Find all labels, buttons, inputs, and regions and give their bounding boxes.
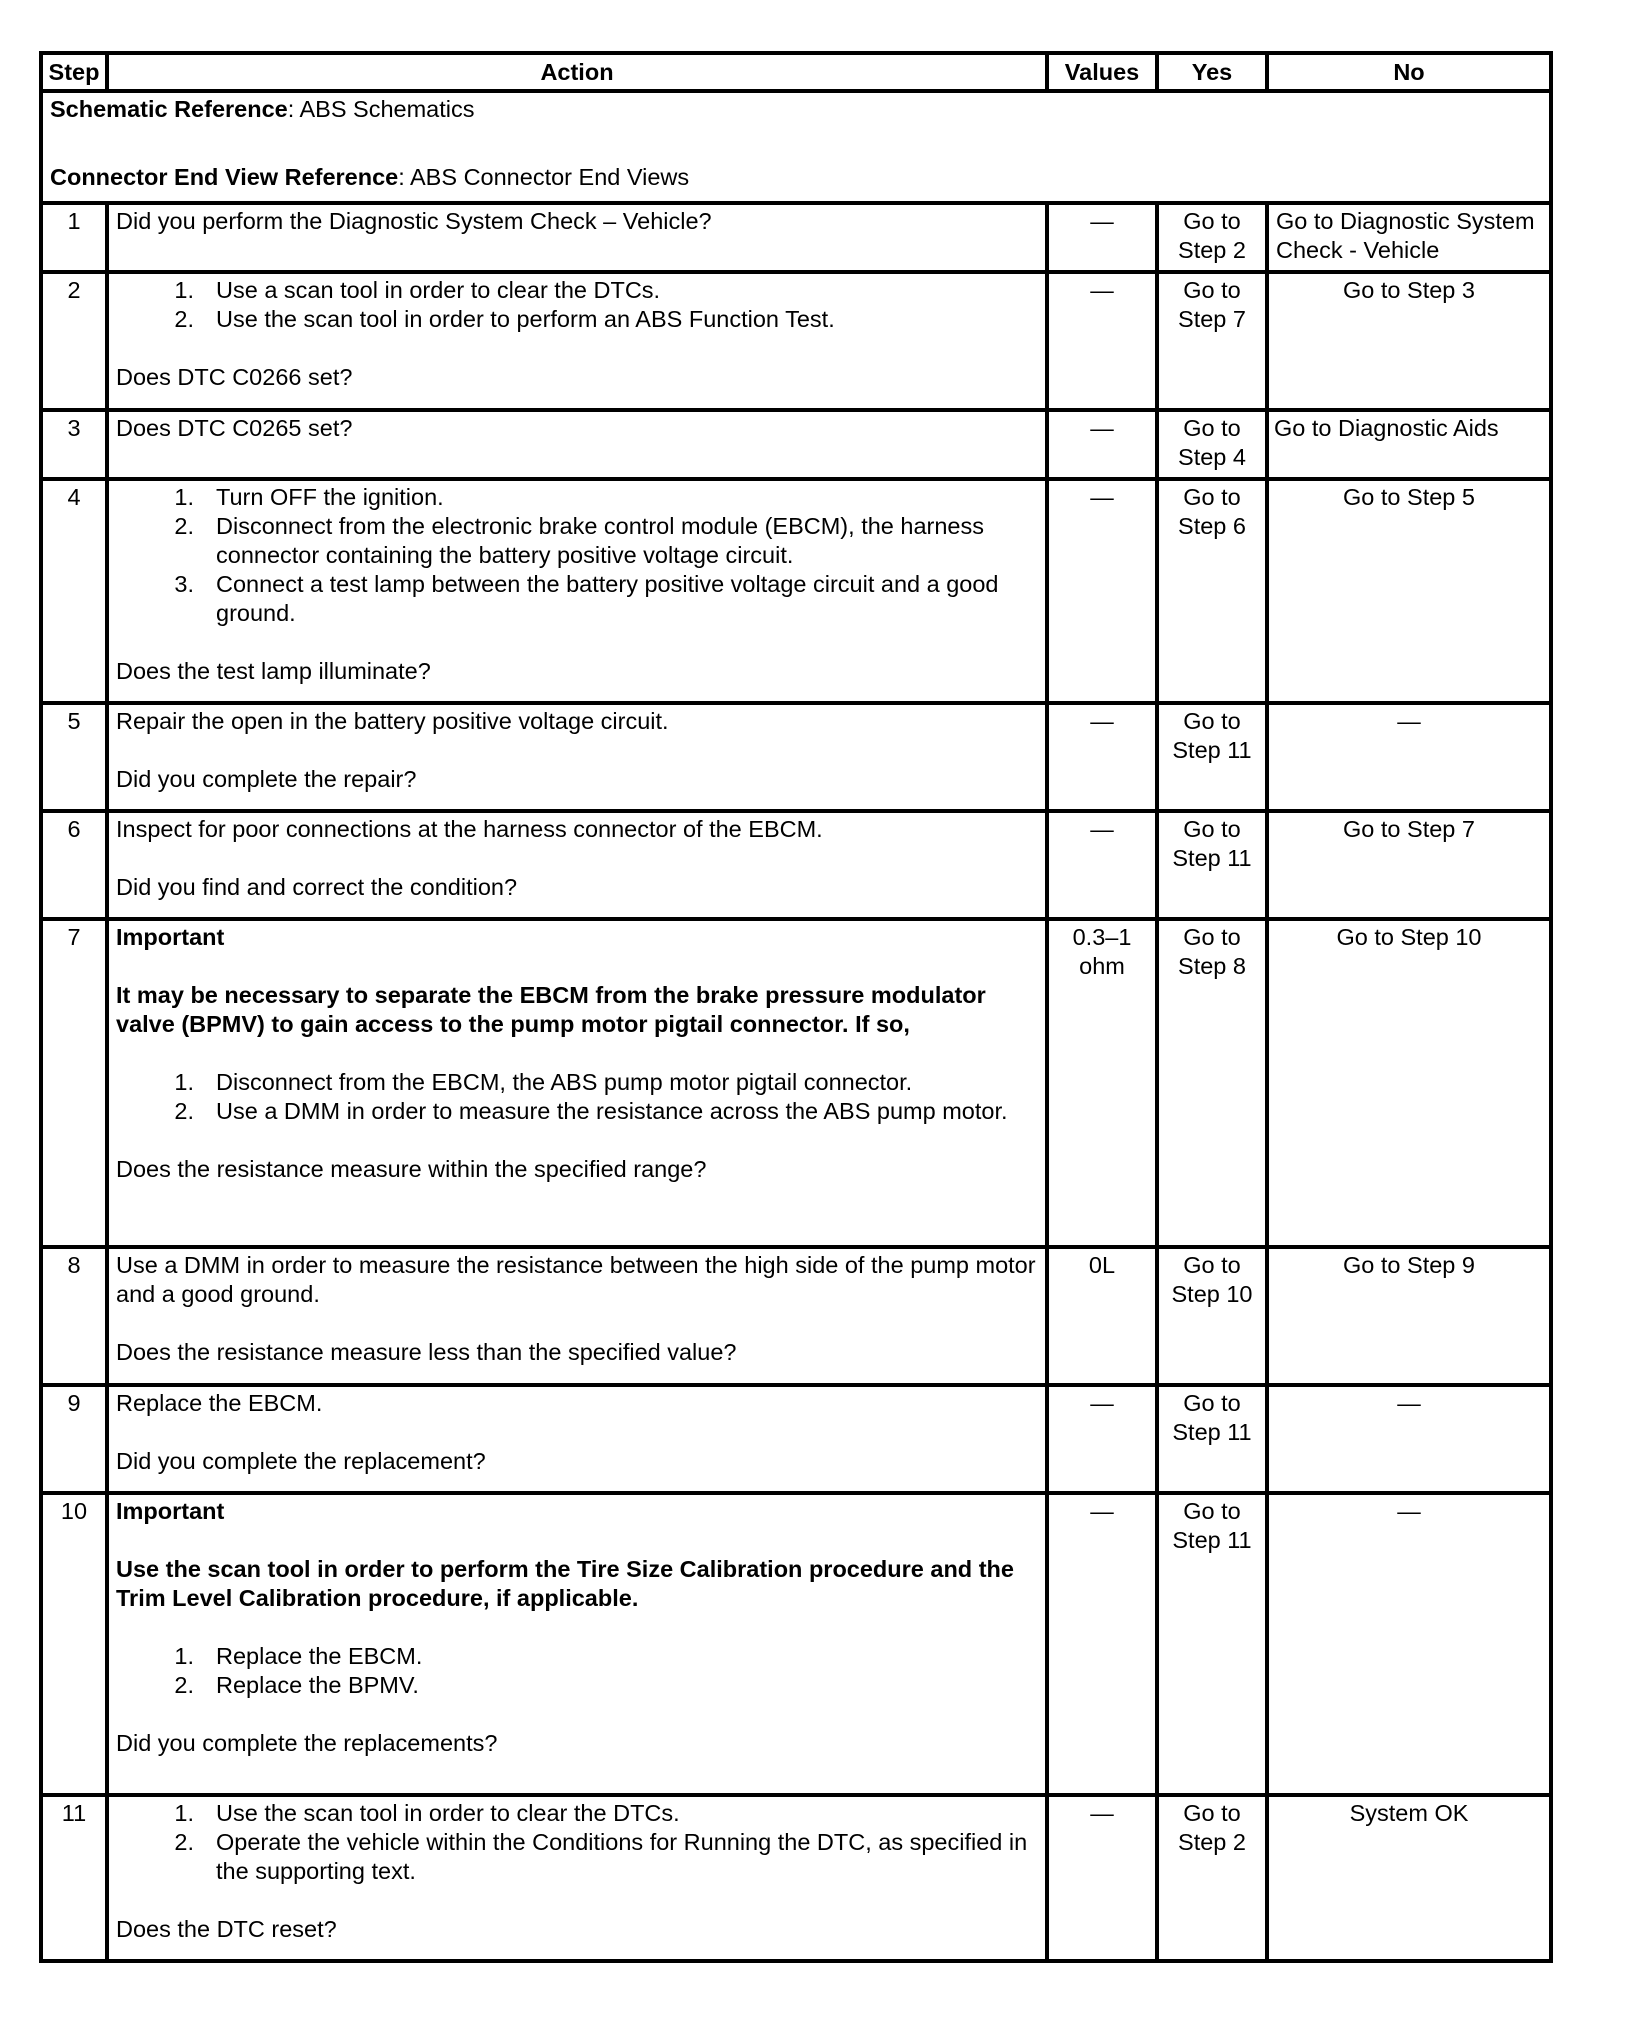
no-cell: System OK [1267, 1795, 1551, 1961]
table-row [41, 1795, 1551, 1961]
reference-row [41, 91, 1551, 203]
list-item-text: Use a DMM in order to measure the resistance across the ABS pump motor. [216, 1098, 1008, 1124]
list-item-text: Replace the EBCM. [216, 1643, 423, 1669]
list-item: 3. Connect a test lamp between the battery positive voltage circuit and a good ground. [174, 571, 999, 626]
action-question: Did you perform the Diagnostic System Check – Vehicle? [116, 208, 712, 234]
values-cell: — [1047, 1795, 1157, 1961]
step-number: 11 [41, 1795, 107, 1961]
header-row [41, 53, 1551, 91]
values-cell: — [1047, 703, 1157, 811]
yes-cell: Go to Step 7 [1157, 272, 1267, 410]
list-item: 1. Turn OFF the ignition. [174, 484, 444, 510]
yes-cell: Go to Step 10 [1157, 1247, 1267, 1385]
action-question: Did you complete the replacements? [116, 1730, 498, 1756]
action-cell [107, 703, 1047, 811]
yes-cell: Go to Step 11 [1157, 1385, 1267, 1493]
yes-cell: Go to Step 11 [1157, 703, 1267, 811]
no-cell: Go to Step 9 [1267, 1247, 1551, 1385]
list-item-text: Connect a test lamp between the battery positive voltage circuit and a good ground. [216, 571, 999, 626]
action-question: Did you complete the repair? [116, 766, 417, 792]
no-cell: — [1267, 1385, 1551, 1493]
action-question: Did you complete the replacement? [116, 1448, 486, 1474]
action-list [116, 1642, 1038, 1700]
action-question: Does DTC C0266 set? [116, 364, 353, 390]
step-number: 6 [41, 811, 107, 919]
action-list [116, 483, 1038, 628]
action-cell [107, 1493, 1047, 1795]
no-cell: Go to Step 3 [1267, 272, 1551, 410]
action-question: Does the DTC reset? [116, 1916, 337, 1942]
table-row [41, 410, 1551, 479]
action-cell [107, 272, 1047, 410]
values-cell: — [1047, 1385, 1157, 1493]
action-instruction: Replace the EBCM. [116, 1390, 323, 1416]
step-number: 8 [41, 1247, 107, 1385]
diagnostic-table [39, 51, 1553, 1963]
yes-cell: Go to Step 2 [1157, 203, 1267, 272]
list-item: 2. Use the scan tool in order to perform an ABS Function Test. [174, 306, 835, 332]
values-cell: 0L [1047, 1247, 1157, 1385]
list-item: 2. Use a DMM in order to measure the resistance across the ABS pump motor. [174, 1098, 1008, 1124]
action-question: Did you find and correct the condition? [116, 874, 518, 900]
list-item-text: Use the scan tool in order to clear the DTCs. [216, 1800, 680, 1826]
action-cell [107, 479, 1047, 703]
action-list [116, 1799, 1038, 1886]
no-cell: — [1267, 703, 1551, 811]
schematic-reference [50, 95, 1542, 124]
no-cell: — [1267, 1493, 1551, 1795]
list-item-text: Use the scan tool in order to perform an ABS Function Test. [216, 306, 835, 332]
table-row [41, 919, 1551, 1247]
action-question: Does the test lamp illuminate? [116, 658, 431, 684]
list-item: 1. Replace the EBCM. [174, 1643, 423, 1669]
header-action: Action [107, 53, 1047, 91]
table-row [41, 1385, 1551, 1493]
list-item: 2. Operate the vehicle within the Conditions for Running the DTC, as specified in the supporting text. [174, 1829, 1028, 1884]
header-step: Step [41, 53, 107, 91]
action-cell [107, 1247, 1047, 1385]
action-cell [107, 203, 1047, 272]
header-values: Values [1047, 53, 1157, 91]
values-cell: 0.3–1 ohm [1047, 919, 1157, 1247]
yes-cell: Go to Step 6 [1157, 479, 1267, 703]
list-item: 2. Disconnect from the electronic brake control module (EBCM), the harness connector containing the battery positive voltage circuit. [174, 513, 984, 568]
schematic-reference-label: Schematic Reference [50, 96, 288, 122]
action-question: Does the resistance measure less than the specified value? [116, 1339, 737, 1365]
values-cell: — [1047, 811, 1157, 919]
values-cell: — [1047, 1493, 1157, 1795]
no-cell: Go to Step 10 [1267, 919, 1551, 1247]
action-instruction: Use a DMM in order to measure the resistance between the high side of the pump motor and a good ground. [116, 1252, 1036, 1307]
list-item: 1. Use the scan tool in order to clear the DTCs. [174, 1800, 680, 1826]
table-row [41, 1493, 1551, 1795]
table-row [41, 1247, 1551, 1385]
list-item-text: Replace the BPMV. [216, 1672, 419, 1698]
step-number: 1 [41, 203, 107, 272]
step-number: 10 [41, 1493, 107, 1795]
step-number: 9 [41, 1385, 107, 1493]
header-yes: Yes [1157, 53, 1267, 91]
yes-cell: Go to Step 11 [1157, 811, 1267, 919]
important-text: Use the scan tool in order to perform the Tire Size Calibration procedure and the Trim Level Calibration procedure, if applicable. [116, 1556, 1014, 1611]
action-cell [107, 811, 1047, 919]
step-number: 7 [41, 919, 107, 1247]
action-cell [107, 1795, 1047, 1961]
table-row [41, 203, 1551, 272]
values-cell: — [1047, 272, 1157, 410]
reference-cell [41, 91, 1551, 203]
step-number: 4 [41, 479, 107, 703]
connector-reference-value: : ABS Connector End Views [398, 164, 690, 190]
step-number: 3 [41, 410, 107, 479]
table-row [41, 272, 1551, 410]
list-item-text: Operate the vehicle within the Conditions for Running the DTC, as specified in the supporting text. [216, 1829, 1028, 1884]
connector-reference [50, 163, 1542, 192]
action-cell [107, 919, 1047, 1247]
schematic-reference-value: : ABS Schematics [287, 96, 475, 122]
values-cell: — [1047, 203, 1157, 272]
values-cell: — [1047, 479, 1157, 703]
header-no: No [1267, 53, 1551, 91]
table-row [41, 703, 1551, 811]
table-row [41, 479, 1551, 703]
no-cell: Go to Step 5 [1267, 479, 1551, 703]
table-row [41, 811, 1551, 919]
step-number: 2 [41, 272, 107, 410]
no-cell: Go to Diagnostic Aids [1267, 410, 1551, 479]
list-item: 1. Use a scan tool in order to clear the DTCs. [174, 277, 661, 303]
yes-cell: Go to Step 2 [1157, 1795, 1267, 1961]
list-item: 2. Replace the BPMV. [174, 1672, 419, 1698]
action-cell [107, 410, 1047, 479]
action-question: Does the resistance measure within the specified range? [116, 1156, 707, 1182]
list-item-text: Disconnect from the EBCM, the ABS pump motor pigtail connector. [216, 1069, 913, 1095]
list-item-text: Disconnect from the electronic brake control module (EBCM), the harness connector containing the battery positive voltage circuit. [216, 513, 984, 568]
important-label: Important [116, 924, 225, 950]
action-list [116, 1068, 1038, 1126]
action-list [116, 276, 1038, 334]
action-cell [107, 1385, 1047, 1493]
yes-cell: Go to Step 8 [1157, 919, 1267, 1247]
step-number: 5 [41, 703, 107, 811]
yes-cell: Go to Step 4 [1157, 410, 1267, 479]
action-question: Does DTC C0265 set? [116, 415, 353, 441]
no-cell: Go to Step 7 [1267, 811, 1551, 919]
list-item-text: Turn OFF the ignition. [216, 484, 444, 510]
list-item: 1. Disconnect from the EBCM, the ABS pump motor pigtail connector. [174, 1069, 913, 1095]
no-cell: Go to Diagnostic System Check - Vehicle [1267, 203, 1551, 272]
action-instruction: Inspect for poor connections at the harness connector of the EBCM. [116, 816, 823, 842]
action-instruction: Repair the open in the battery positive voltage circuit. [116, 708, 669, 734]
important-label: Important [116, 1498, 225, 1524]
important-text: It may be necessary to separate the EBCM from the brake pressure modulator valve (BPMV) to gain access to the pump motor pigtail connector. If so, [116, 982, 986, 1037]
yes-cell: Go to Step 11 [1157, 1493, 1267, 1795]
values-cell: — [1047, 410, 1157, 479]
list-item-text: Use a scan tool in order to clear the DTCs. [216, 277, 661, 303]
connector-reference-label: Connector End View Reference [50, 164, 399, 190]
